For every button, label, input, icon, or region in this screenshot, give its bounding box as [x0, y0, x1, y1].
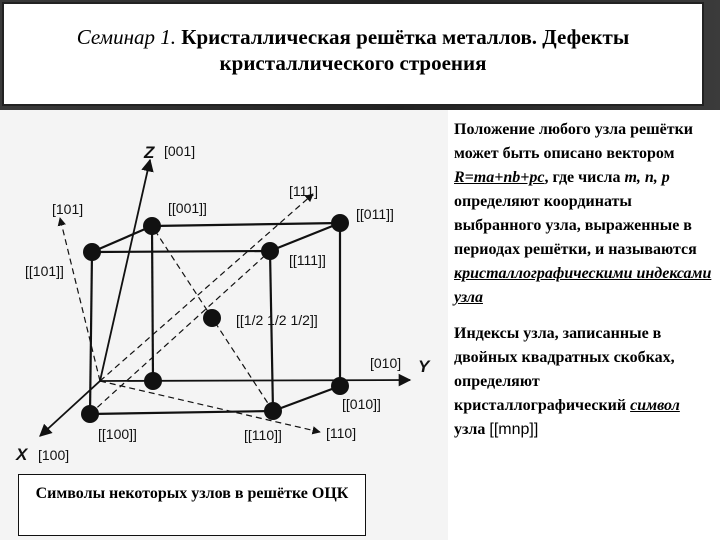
title-line2: кристаллического строения — [219, 51, 487, 75]
z-axis-line — [100, 160, 150, 381]
term-crystallographic-indices: кристаллографическими индексами узла — [454, 265, 712, 306]
z-axis-label: Z — [144, 143, 155, 162]
x-dir-label: [100] — [38, 447, 70, 463]
p2-text-b: узла — [454, 421, 490, 438]
label-n101: [[101]] — [25, 263, 64, 279]
label-n010: [[010]] — [342, 396, 381, 412]
label-110: [110] — [326, 425, 357, 441]
paragraph-node-position — [454, 118, 714, 310]
title-prefix: Семинар 1. — [76, 25, 177, 49]
paragraph-node-symbol — [454, 322, 714, 442]
label-n110: [[110]] — [244, 427, 282, 443]
y-axis-label: Y — [418, 357, 430, 376]
x-axis-label: X — [16, 445, 28, 464]
z-dir-label: [001] — [164, 143, 196, 159]
vector-formula: R=ma+nb+pc — [454, 169, 545, 186]
label-ncenter: [[1/2 1/2 1/2]] — [236, 312, 318, 328]
label-010: [010] — [370, 355, 402, 371]
label-n111: [[111]] — [289, 252, 326, 268]
slide-title — [2, 2, 704, 106]
p1-text-b: , где числа — [544, 169, 625, 186]
p1-mnp: m, n, p — [624, 169, 670, 186]
p1-text-c: определяют координаты выбранного узла, выраженные в периодах решётки, и называются — [454, 193, 697, 258]
explanation-text — [448, 110, 720, 540]
figure-caption: Символы некоторых узлов в решётке ОЦК — [18, 474, 366, 536]
p1-text-a: Положение любого узла решётки может быть описано вектором — [454, 121, 694, 162]
label-101: [101] — [52, 201, 84, 217]
p2-symbol: [[mnp]] — [489, 421, 539, 438]
title-main: Кристаллическая решётка металлов. Дефекты — [181, 25, 630, 49]
term-symbol: символ — [630, 397, 680, 414]
p2-text-a: Индексы узла, записанные в двойных квадратных скобках, определяют кристаллографический — [454, 325, 675, 414]
label-n001: [[001]] — [168, 200, 207, 216]
label-111: [111] — [289, 183, 319, 199]
label-n100: [[100]] — [98, 426, 137, 442]
label-n011: [[011]] — [356, 206, 394, 222]
